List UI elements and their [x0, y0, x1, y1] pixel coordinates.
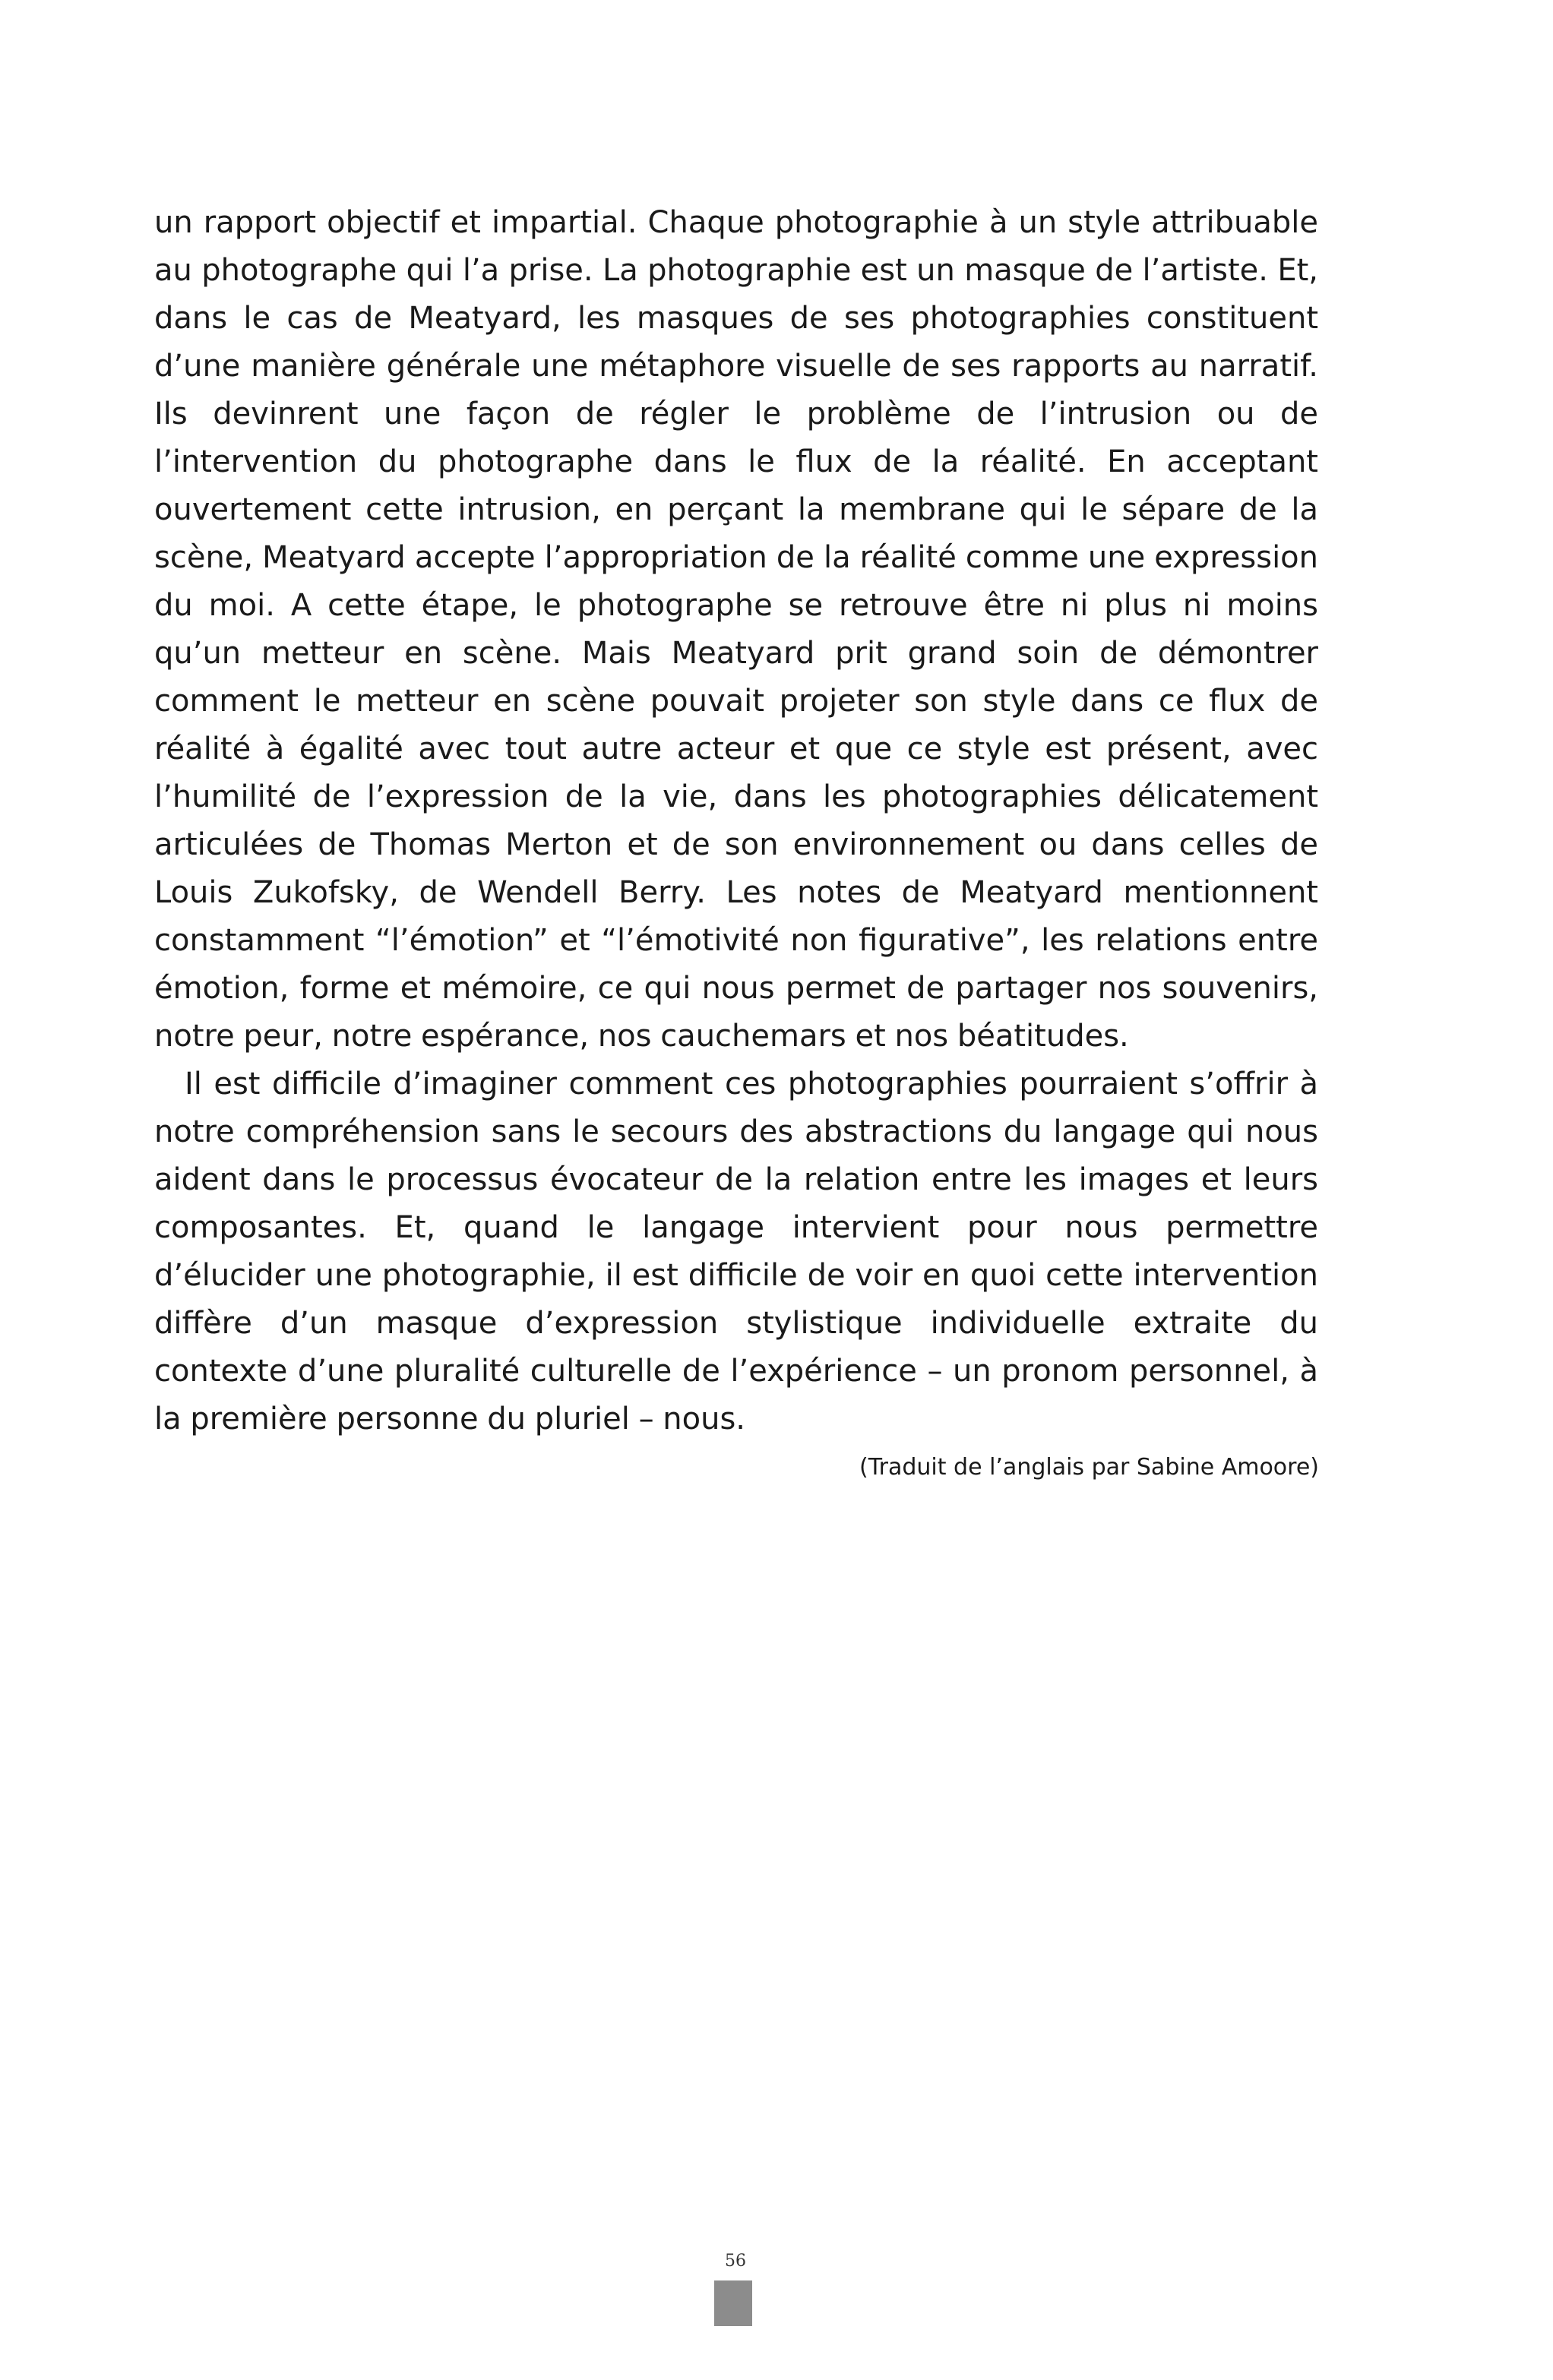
page-number: 56 [725, 2252, 746, 2271]
body-text [154, 199, 1318, 1443]
body-paragraph: Il est difficile d’imaginer comment ces photographies pourraient s’offrir à notre compréhension sans le secours des abstractions du langage qui nous aident dans le processus évocateur de la relation entre les images et leurs composantes. Et, quand le langage intervient pour nous permettre d’élucider une photographie, il est difficile de voir en quoi cette intervention diffère d’un masque d’expression stylistique individuelle extraite du contexte d’une pluralité culturelle de l’expérience – un pronom personnel, à la première personne du pluriel – nous. [154, 1067, 1318, 1437]
body-paragraph: un rapport objectif et impartial. Chaque photographie à un style attribuable au photographe qui l’a prise. La photographie est un masque de l’artiste. Et, dans le cas de Meatyard, les masques de ses photographies constituent d’une manière générale une métaphore visuelle de ses rapports au narratif. Ils devinrent une façon de régler le problème de l’intrusion ou de l’intervention du photographe dans le flux de la réalité. En acceptant ouvertement cette intrusion, en perçant la membrane qui le sépare de la scène, Meatyard accepte l’appropriation de la réalité comme une expression du moi. A cette étape, le photographe se retrouve être ni plus ni moins qu’un metteur en scène. Mais Meatyard prit grand soin de démontrer comment le metteur en scène pouvait projeter son style dans ce flux de réalité à égalité avec tout autre acteur et que ce style est présent, avec l’humilité de l’expression de la vie, dans les photographies délicatement articulées de Thomas Merton et de son environnement ou dans celles de Louis Zukofsky, de Wendell Berry. Les notes de Meatyard mentionnent constamment “l’émotion” et “l’émotivité non figurative”, les relations entre émotion, forme et mémoire, ce qui nous permet de partager nos souvenirs, notre peur, notre espérance, nos cauchemars et nos béatitudes. [154, 205, 1318, 1054]
page-marker-block [714, 2280, 752, 2326]
translator-note: (Traduit de l’anglais par Sabine Amoore) [859, 1454, 1319, 1481]
